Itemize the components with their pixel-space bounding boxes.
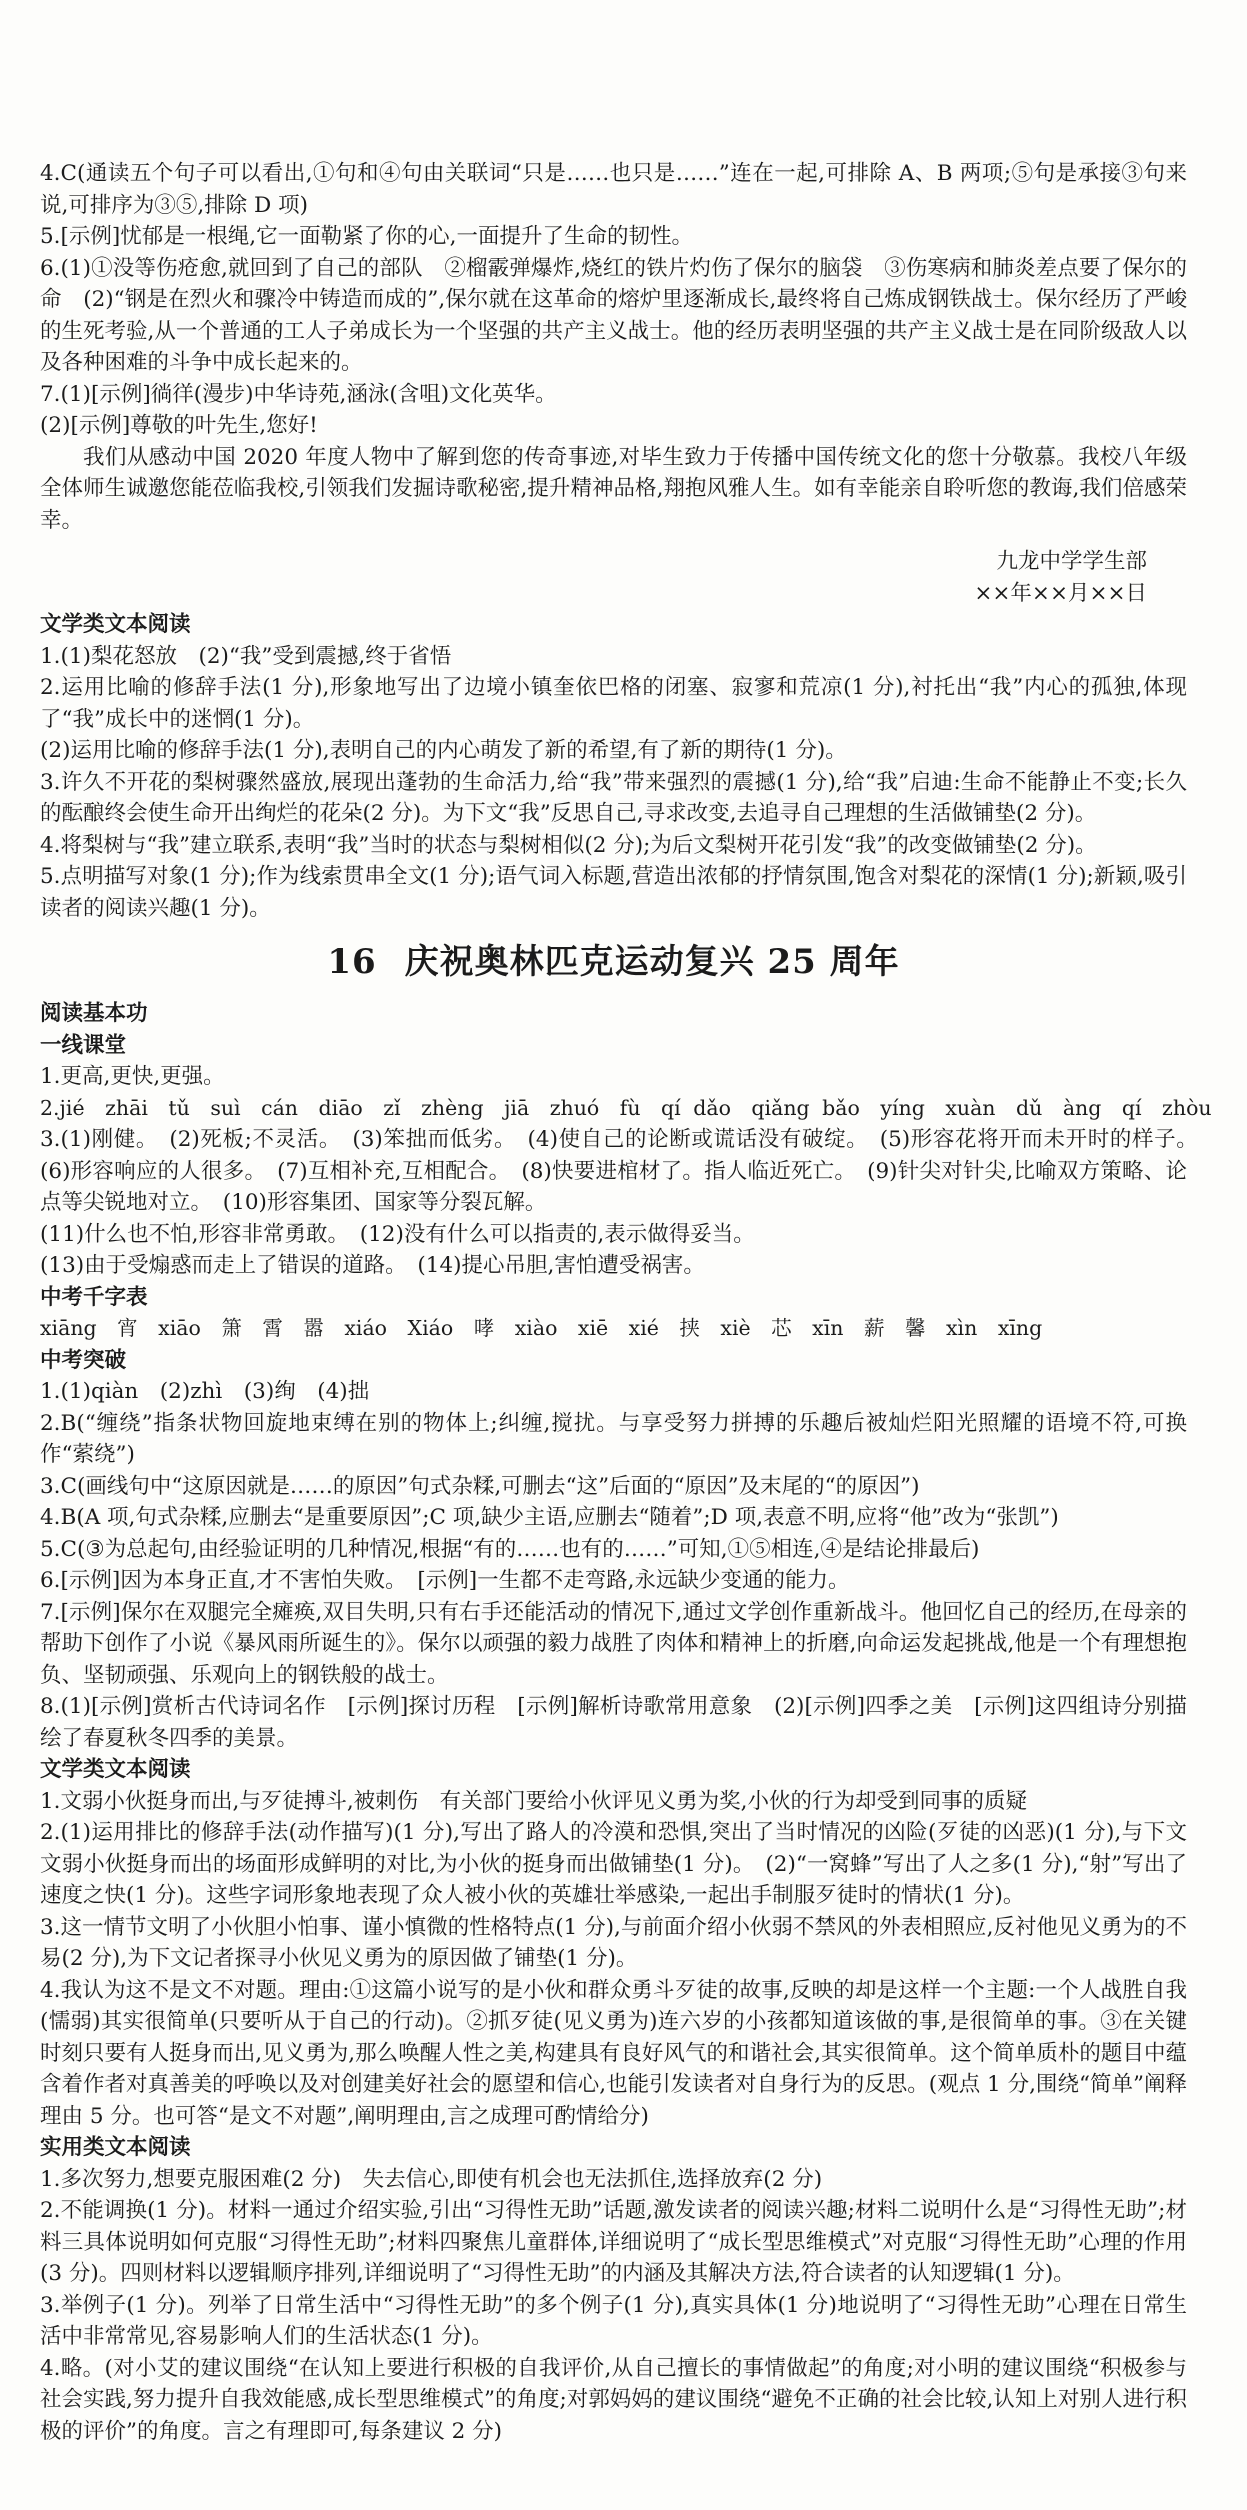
answer-line: 7.(1)[示例]徜徉(漫步)中华诗苑,涵泳(含咀)文化英华。 [40,381,557,407]
section-heading: 文学类文本阅读 [40,1757,191,1782]
answer-line: 8.(1)[示例]赏析古代诗词名作 [示例]探讨历程 [示例]解析诗歌常用意象 (2)[示例]四季之美 [示例]这四组诗分别描绘了春夏秋冬四季的美景。 [40,1694,1187,1751]
answer-line: 3.C(画线句中“这原因就是……的原因”句式杂糅,可删去“这”后面的“原因”及末尾的“的原因”) [40,1473,920,1499]
answer-line: 1.更高,更快,更强。 [40,1064,225,1089]
answer-line: 1.文弱小伙挺身而出,与歹徒搏斗,被刺伤 有关部门要给小伙评见义勇为奖,小伙的行为却受到同事的质疑 [40,1788,1028,1814]
section-subheading: 一线课堂 [40,1032,127,1058]
section-heading: 中考千字表 [40,1284,148,1310]
section-heading: 文学类文本阅读 [40,612,191,637]
answer-line: 6.[示例]因为本身正直,才不害怕失败。 [示例]一生都不走弯路,永远缺少变通的能力。 [40,1568,850,1593]
answer-line: 5.[示例]忧郁是一根绳,它一面勒紧了你的心,一面提升了生命的韧性。 [40,224,693,249]
answer-line: 3.举例子(1 分)。列举了日常生活中“习得性无助”的多个例子(1 分),真实具体(1 分)地说明了“习得性无助”心理在日常生活中非常常见,容易影响人们的生活状态(1 分)。 [40,2292,1187,2349]
answer-line: 1.(1)qiàn (2)zhì (3)绚 (4)拙 [40,1379,370,1404]
section-basic-reading [40,998,1212,1282]
letter-date: ××年××月××日 [974,580,1147,606]
section-character-table [40,1282,1187,1345]
answer-line: (2)运用比喻的修辞手法(1 分),表明自己的内心萌发了新的希望,有了新的期待(1 分)。 [40,738,847,763]
answer-line: 2.B(“缠绕”指条状物回旋地束缚在别的物体上;纠缠,搅扰。与享受努力拼搏的乐趣后被灿烂阳光照耀的语境不符,可换作“萦绕”) [40,1410,1187,1467]
section-literary-reading-2 [40,1754,1187,2132]
answer-line: 7.[示例]保尔在双腿完全瘫痪,双目失明,只有右手还能活动的情况下,通过文学创作重新战斗。他回忆自己的经历,在母亲的帮助下创作了小说《暴风雨所诞生的》。保尔以顽强的毅力战胜了肉体和精神上的折磨,向命运发起挑战,他是一个有理想抱负、坚韧顽强、乐观向上的钢铁般的战士。 [40,1599,1187,1688]
chapter-title [40,930,1187,994]
section-heading: 实用类文本阅读 [40,2135,191,2160]
answer-line: 5.点明描写对象(1 分);作为线索贯串全文(1 分);语气词入标题,营造出浓郁的抒情氛围,饱含对梨花的深情(1 分);新颖,吸引读者的阅读兴趣(1 分)。 [40,864,1187,921]
answer-line: 1.(1)梨花怒放 (2)“我”受到震撼,终于省悟 [40,643,452,669]
answer-line: 4.略。(对小艾的建议围绕“在认知上要进行积极的自我评价,从自己擅长的事情做起”的角度;对小明的建议围绕“积极参与社会实践,努力提升自我效能感,成长型思维模式”的角度;对郭妈妈的建议围绕“避免不正确的社会比较,认知上对别人进行积极的评价”的角度。言之有理即可,每条建议 2 分) [40,2355,1187,2444]
answer-line: 4.C(通读五个句子可以看出,①句和④句由关联词“只是……也只是……”连在一起,可排除 A、B 两项;⑤句是承接③句来说,可排序为③⑤,排除 D 项) [40,161,1187,218]
pinyin-character-line: xiāng 宵 xiāo 箫 霄 嚣 xiáo Xiáo 哮 xiào xiē xié 挟 xiè 芯 xīn 薪 馨 xìn xīng [40,1316,1043,1340]
answer-line: 5.C(③为总起句,由经验证明的几种情况,根据“有的……也有的……”可知,①⑤相连,④是结论排最后) [40,1536,980,1562]
answer-line: 6.(1)①没等伤疮愈,就回到了自己的部队 ②榴霰弹爆炸,烧红的铁片灼伤了保尔的脑袋 ③伤寒病和肺炎差点要了保尔的命 (2)“钢是在烈火和骤冷中铸造而成的”,保尔就在这革命的熔炉里逐渐成长,最终将自己炼成钢铁战士。保尔经历了严峻的生死考验,从一个普通的工人子弟成长为一个坚强的共产主义战士。他的经历表明坚强的共产主义战士是在同阶级敌人以及各种困难的斗争中成长起来的。 [40,255,1187,375]
answer-line: 1.多次努力,想要克服困难(2 分) 失去信心,即使有机会也无法抓住,选择放弃(2 分) [40,2166,823,2192]
answer-line: 4.将梨树与“我”建立联系,表明“我”当时的状态与梨树相似(2 分);为后文梨树开花引发“我”的改变做铺垫(2 分)。 [40,832,1097,858]
section-heading: 中考突破 [40,1347,127,1373]
answer-line: 3.(1)刚健。 (2)死板;不灵活。 (3)笨拙而低劣。 (4)使自己的论断或谎话没有破绽。 (5)形容花将开而未开时的样子。 (6)形容响应的人很多。 (7)互相补充,互相配合。 (8)快要进棺材了。指人临近死亡。 (9)针尖对针尖,比喻双方策略、论点等尖锐地对立。 (10)形容集团、国家等分裂瓦解。 [40,1127,1209,1215]
section-literary-reading-1 [40,609,1187,924]
answer-line: 4.B(A 项,句式杂糅,应删去“是重要原因”;C 项,缺少主语,应删去“随着”;D 项,表意不明,应将“他”改为“张凯”) [40,1505,1059,1530]
answer-line: (11)什么也不怕,形容非常勇敢。 (12)没有什么可以指责的,表示做得妥当。 [40,1221,755,1247]
pinyin-answer-line: 2.jié zhāi tǔ suì cán diāo zǐ zhèng jiā zhuó fù qí dǎo qiǎng bǎo yíng xuàn dǔ àng qí zhòu [40,1095,1212,1120]
section-exam-breakthrough [40,1345,1187,1755]
answer-line: 3.这一情节文明了小伙胆小怕事、谨小慎微的性格特点(1 分),与前面介绍小伙弱不禁风的外表相照应,反衬他见义勇为的不易(2 分),为下文记者探寻小伙见义勇为的原因做了铺垫(1 分)。 [40,1914,1187,1971]
letter-signature: 九龙中学学生部 [996,549,1147,574]
answer-line: 2.(1)运用排比的修辞手法(动作描写)(1 分),写出了路人的冷漠和恐惧,突出了当时情况的凶险(歹徒的凶恶)(1 分),与下文文弱小伙挺身而出的场面形成鲜明的对比,为小伙的挺身而出做铺垫(1 分)。 (2)“一窝蜂”写出了人之多(1 分),“射”写出了速度之快(1 分)。这些字词形象地表现了众人被小伙的英雄壮举感染,一起出手制服歹徒时的情状(1 分)。 [40,1820,1187,1908]
answer-line: 4.我认为这不是文不对题。理由:①这篇小说写的是小伙和群众勇斗歹徒的故事,反映的却是这样一个主题:一个人战胜自我(懦弱)其实很简单(只要听从于自己的行动)。②抓歹徒(见义勇为)连六岁的小孩都知道该做的事,是很简单的事。③在关键时刻只要有人挺身而出,见义勇为,那么唤醒人性之美,构建具有良好风气的和谐社会,其实很简单。这个简单质朴的题目中蕴含着作者对真善美的呼唤以及对创建美好社会的愿望和信心,也能引发读者对自身行为的反思。(观点 1 分,围绕“简单”阐释理由 5 分。也可答“是文不对题”,阐明理由,言之成理可酌情给分) [40,1977,1187,2129]
answer-line: 2.运用比喻的修辞手法(1 分),形象地写出了边境小镇奎依巴格的闭塞、寂寥和荒凉(1 分),衬托出“我”内心的孤独,体现了“我”成长中的迷惘(1 分)。 [40,675,1187,732]
answer-line: (2)[示例]尊敬的叶先生,您好! [40,413,318,438]
chapter-title-text: 庆祝奥林匹克运动复兴 25 周年 [404,942,900,982]
section-practical-reading [40,2132,1187,2447]
letter-body: 我们从感动中国 2020 年度人物中了解到您的传奇事迹,对毕生致力于传播中国传统文化的您十分敬慕。我校八年级全体师生诚邀您能莅临我校,引领我们发掘诗歌秘密,提升精神品格,翔抱风雅人生。如有幸能亲自聆听您的教诲,我们倍感荣幸。 [40,444,1187,533]
answer-line: 2.不能调换(1 分)。材料一通过介绍实验,引出“习得性无助”话题,激发读者的阅读兴趣;材料二说明什么是“习得性无助”;材料三具体说明如何克服“习得性无助”;材料四聚焦儿童群体,详细说明了“成长型思维模式”对克服“习得性无助”心理的作用(3 分)。四则材料以逻辑顺序排列,详细说明了“习得性无助”的内涵及其解决方法,符合读者的认知逻辑(1 分)。 [40,2198,1187,2286]
answer-line: 3.许久不开花的梨树骤然盛放,展现出蓬勃的生命活力,给“我”带来强烈的震撼(1 分),给“我”启迪:生命不能静止不变;长久的酝酿终会使生命开出绚烂的花朵(2 分)。为下文“我”反思自己,寻求改变,去追寻自己理想的生活做铺垫(2 分)。 [40,769,1187,826]
answer-line: (13)由于受煽惑而走上了错误的道路。 (14)提心吊胆,害怕遭受祸害。 [40,1253,705,1278]
chapter-number: 16 [327,942,377,982]
section-continued-answers [40,158,1187,609]
section-heading: 阅读基本功 [40,1001,148,1026]
